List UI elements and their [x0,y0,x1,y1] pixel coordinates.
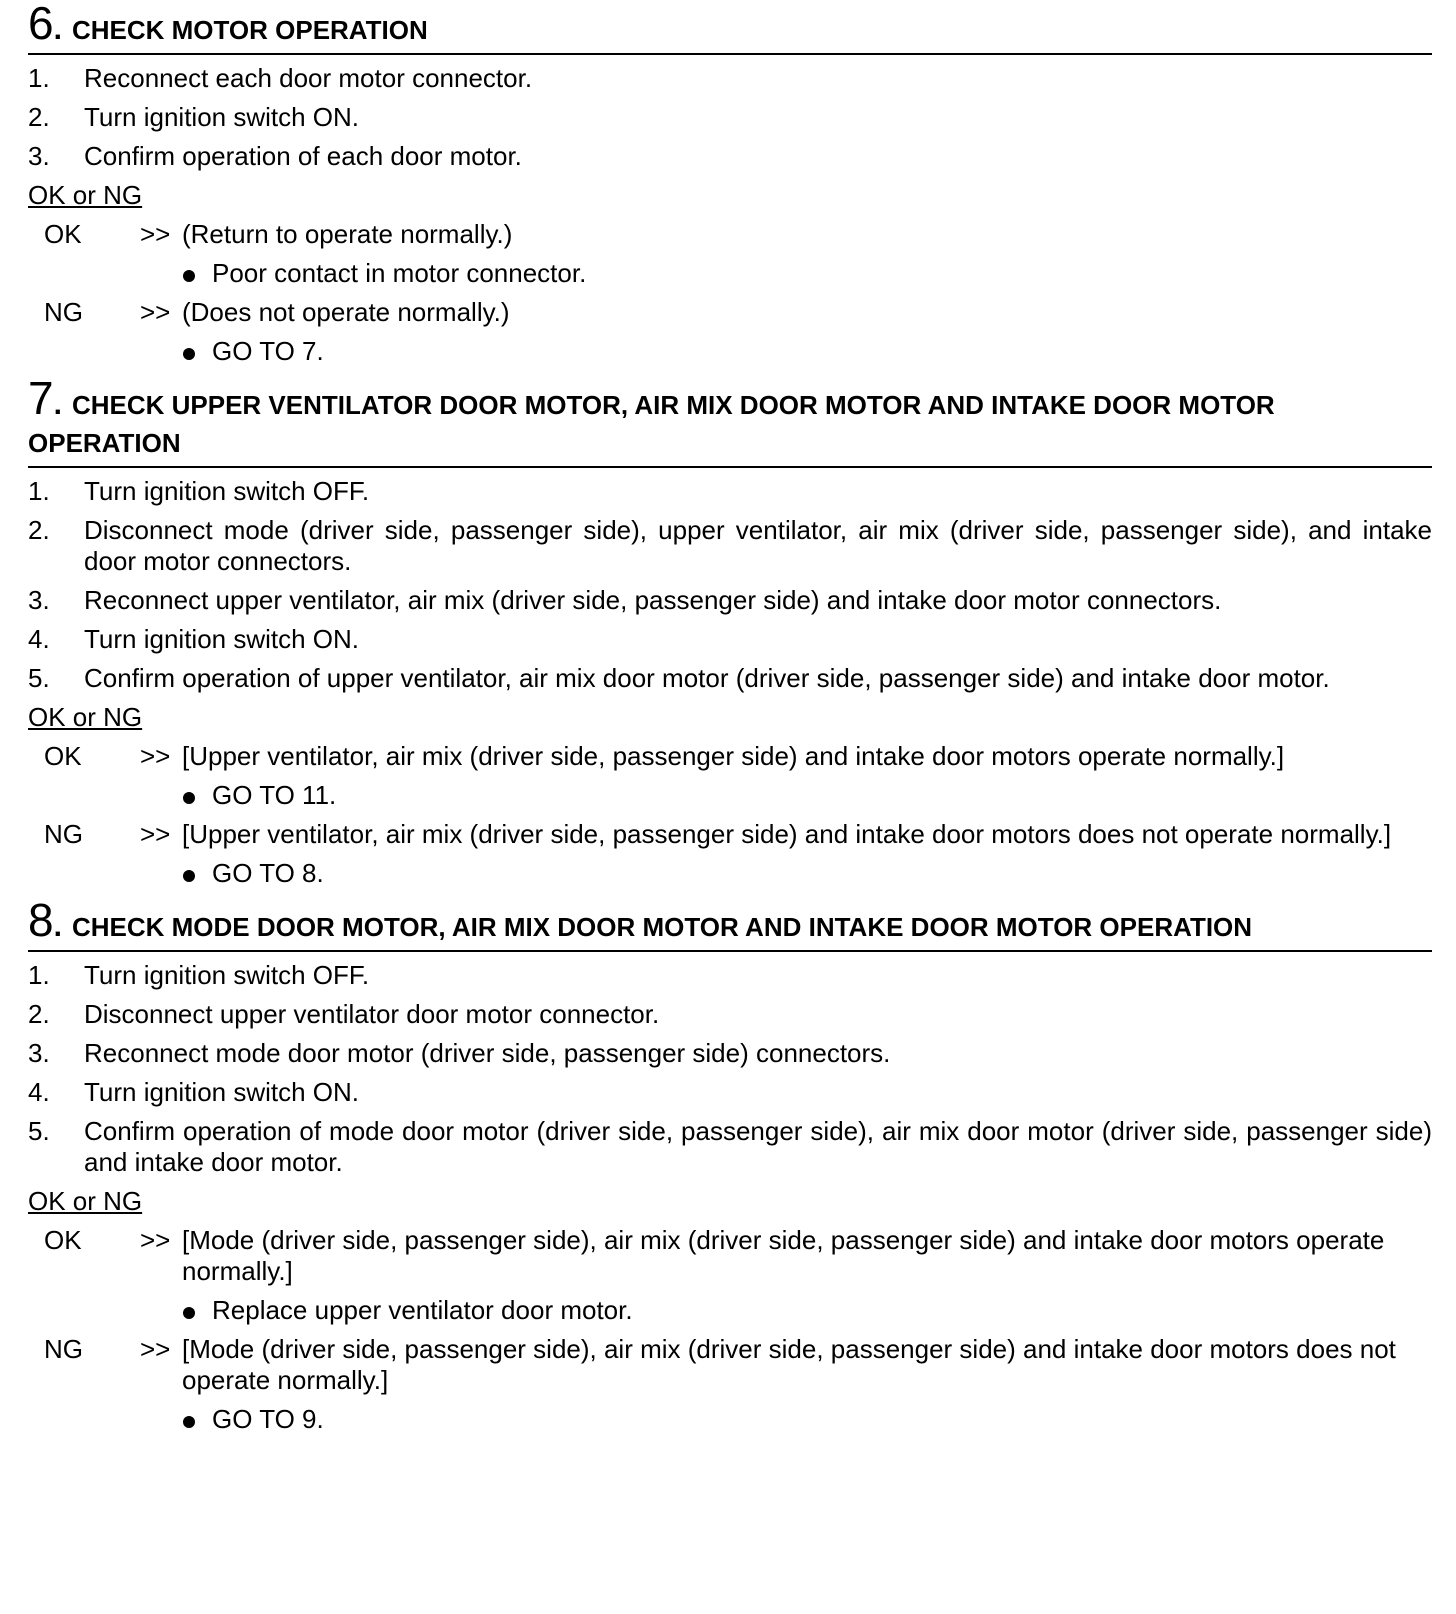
result-description: [Upper ventilator, air mix (driver side, passenger side) and intake door motors operate normally.] [182,741,1285,771]
step-text: Turn ignition switch ON. [84,102,360,132]
step-item [28,1038,1432,1069]
result-description: [Upper ventilator, air mix (driver side, passenger side) and intake door motors does not operate normally.] [182,819,1392,849]
bullet-icon [183,1416,195,1428]
step-number: 3. [28,585,50,615]
step-text: Turn ignition switch OFF. [84,476,370,506]
step-number: 1. [28,476,50,506]
ok-or-ng-label: OK or NG [28,1186,143,1216]
result-ng [28,819,1432,850]
section-number-dot: . [53,13,62,46]
result-code: OK [44,741,82,771]
bullet-icon [183,270,195,282]
step-text: Turn ignition switch ON. [84,1077,360,1107]
step-text: Turn ignition switch OFF. [84,960,370,990]
action-text: GO TO 7. [212,336,324,366]
step-item [28,585,1432,616]
step-item [28,960,1432,991]
step-text: Reconnect upper ventilator, air mix (driver side, passenger side) and intake door motor connectors. [84,585,1222,615]
section-number: 6 [28,0,54,49]
result-action [28,1295,1432,1326]
result-arrow: >> [140,819,171,849]
step-item [28,515,1432,577]
result-arrow: >> [140,741,171,771]
step-number: 2. [28,999,50,1029]
result-ok [28,1225,1432,1287]
step-number: 4. [28,624,50,654]
step-text: Disconnect upper ventilator door motor connector. [84,999,660,1029]
action-text: GO TO 9. [212,1404,324,1434]
result-arrow: >> [140,1225,171,1255]
bullet-icon [183,792,195,804]
step-item [28,1116,1432,1178]
step-number: 3. [28,1038,50,1068]
action-text: Poor contact in motor connector. [212,258,587,288]
result-action [28,780,1432,811]
action-text: GO TO 11. [212,780,337,810]
step-number: 1. [28,63,50,93]
step-number: 1. [28,960,50,990]
result-code: NG [44,1334,83,1364]
result-ok [28,219,1432,250]
result-description: (Return to operate normally.) [182,219,513,249]
step-text: Confirm operation of upper ventilator, air mix door motor (driver side, passenger side) and intake door motor. [84,663,1330,693]
section-header [28,0,1432,55]
result-description: [Mode (driver side, passenger side), air mix (driver side, passenger side) and intake door motors operate normally.] [182,1225,1385,1286]
result-description: [Mode (driver side, passenger side), air mix (driver side, passenger side) and intake door motors does not operate normally.] [182,1334,1396,1395]
result-arrow: >> [140,1334,171,1364]
section-header [28,894,1432,952]
step-number: 4. [28,1077,50,1107]
step-number: 2. [28,102,50,132]
step-item [28,102,1432,133]
step-text: Confirm operation of each door motor. [84,141,522,171]
step-item [28,476,1432,507]
section-6 [28,0,1432,367]
result-ng [28,1334,1432,1396]
section-title: CHECK UPPER VENTILATOR DOOR MOTOR, AIR MIX DOOR MOTOR AND INTAKE DOOR MOTOR OPERATION [28,390,1275,458]
step-number: 3. [28,141,50,171]
section-7 [28,372,1432,889]
result-code: NG [44,297,83,327]
step-number: 2. [28,515,50,545]
section-number: 8 [28,894,54,946]
step-item [28,999,1432,1030]
result-ng [28,297,1432,328]
step-item [28,624,1432,655]
step-text: Disconnect mode (driver side, passenger side), upper ventilator, air mix (driver side, passenger side), and intake door motor connectors. [84,515,1432,576]
step-list [28,476,1432,694]
result-action [28,858,1432,889]
step-item [28,63,1432,94]
step-text: Reconnect mode door motor (driver side, passenger side) connectors. [84,1038,891,1068]
section-title: CHECK MODE DOOR MOTOR, AIR MIX DOOR MOTOR AND INTAKE DOOR MOTOR OPERATION [71,912,1253,942]
section-8 [28,894,1432,1435]
step-text: Turn ignition switch ON. [84,624,360,654]
bullet-icon [183,1307,195,1319]
section-number-dot: . [53,910,62,943]
ok-or-ng-label: OK or NG [28,702,143,732]
step-item [28,1077,1432,1108]
result-action [28,336,1432,367]
result-arrow: >> [140,297,171,327]
procedure-document [28,0,1432,1443]
step-text: Confirm operation of mode door motor (driver side, passenger side), air mix door motor (driver side, passenger side) and intake door motor. [84,1116,1432,1177]
step-number: 5. [28,663,50,693]
step-list [28,63,1432,172]
result-code: OK [44,219,82,249]
ok-or-ng-label: OK or NG [28,180,143,210]
section-number: 7 [28,372,54,424]
result-ok [28,741,1432,772]
section-title: CHECK MOTOR OPERATION [71,15,428,45]
step-text: Reconnect each door motor connector. [84,63,533,93]
action-text: Replace upper ventilator door motor. [212,1295,633,1325]
step-item [28,141,1432,172]
result-code: OK [44,1225,82,1255]
result-action [28,258,1432,289]
step-item [28,663,1432,694]
result-action [28,1404,1432,1435]
result-description: (Does not operate normally.) [182,297,510,327]
action-text: GO TO 8. [212,858,324,888]
result-code: NG [44,819,83,849]
section-number-dot: . [53,388,62,421]
bullet-icon [183,348,195,360]
bullet-icon [183,870,195,882]
section-header [28,372,1432,468]
step-number: 5. [28,1116,50,1146]
result-arrow: >> [140,219,171,249]
step-list [28,960,1432,1178]
